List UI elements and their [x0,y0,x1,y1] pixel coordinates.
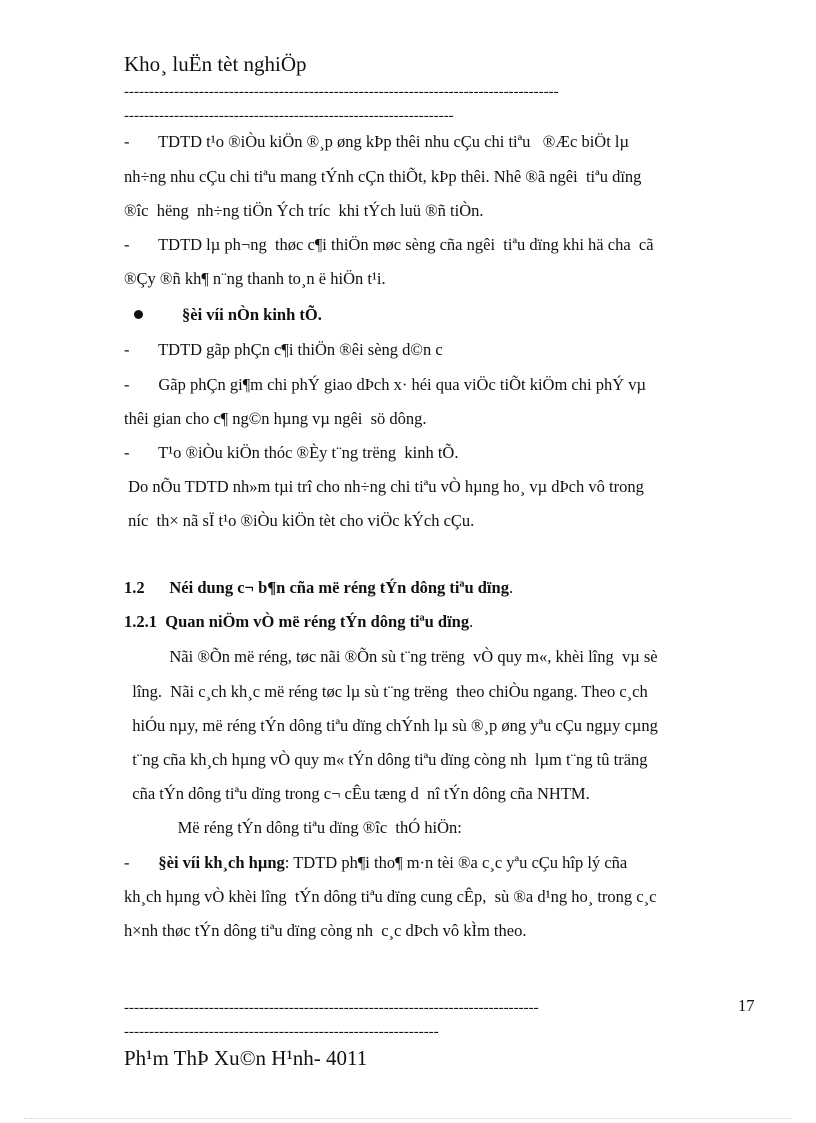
text-line: - Gãp phÇn gi¶m chi phÝ giao dÞch x· héi qua viÖc tiÕt kiÖm chi phÝ vµ [124,375,646,394]
section-heading-suffix: . [508,578,514,597]
text-line: - TDTD gãp phÇn c¶i thiÖn ®êi sèng d©n c [124,340,443,359]
section-heading-text: 1.2.1 Quan niÖm vÒ më réng tÝn dông tiªu dïng [124,612,470,631]
text-line [124,853,627,873]
text-line: Do nÕu TDTD nh»m tµi trî cho nh÷ng chi tiªu vÒ hµng ho¸ vµ dÞch vô trong [124,477,644,496]
text-line: h×nh thøc tÝn dông tiªu dïng còng nh c¸c dÞch vô kÌm theo. [124,921,527,940]
section-subheading: §èi víi nÒn kinh tÕ. [182,305,322,324]
text-line: Nãi ®Õn më réng, tøc nãi ®Õn sù t¨ng trëng vÒ quy m«, khèi lîng vµ sè [124,647,658,666]
footer-rule-line-1: ----------------------------------------------------------------------------------- [124,1000,539,1016]
header-rule-line-1: --------------------------------------------------------------------------------------- [124,84,559,100]
footer-rule-line-2: --------------------------------------------------------------- [124,1024,439,1040]
text-line: - TDTD t¹o ®iÒu kiÖn ®¸p øng kÞp thêi nhu cÇu chi tiªu ®Æc biÖt lµ [124,132,629,151]
text-line: - TDTD lµ ph¬ng thøc c¶i thiÖn møc sèng cña ngêi tiªu dïng khi hä cha cã [124,235,654,254]
section-heading-1-2 [124,578,513,598]
page-footer-author: Ph¹m ThÞ Xu©n H¹nh- 4011 [124,1046,368,1070]
text-line: thêi gian cho c¶ ng©n hµng vµ ngêi sö dông. [124,409,427,428]
text-line: Më réng tÝn dông tiªu dïng ®îc thÓ hiÖn: [124,818,462,837]
list-dash: - [124,853,159,872]
page-number: 17 [738,996,755,1015]
section-heading-1-2-1 [124,612,473,632]
page-bottom-divider [24,1118,792,1119]
text-line: ®Çy ®ñ kh¶ n¨ng thanh to¸n ë hiÖn t¹i. [124,269,386,288]
inline-bold-label: §èi víi kh¸ch hµng [158,853,285,872]
section-heading-suffix: . [469,612,474,631]
text-line: lîng. Nãi c¸ch kh¸c më réng tøc lµ sù t¨ng trëng theo chiÒu ngang. Theo c¸ch [124,682,648,701]
text-line: cña tÝn dông tiªu dïng trong c¬ cÊu tæng d nî tÝn dông cña NHTM. [124,784,590,803]
text-line: nh÷ng nhu cÇu chi tiªu mang tÝnh cÇn thiÕt, kÞp thêi. Nhê ®ã ngêi tiªu dïng [124,167,642,186]
section-heading-text: 1.2 Néi dung c¬ b¶n cña më réng tÝn dông tiªu dïng [124,578,509,597]
text-line: ®îc hëng nh÷ng tiÖn Ých tríc khi tÝch luü ®ñ tiÒn. [124,201,484,220]
text-line: hiÓu nµy, më réng tÝn dông tiªu dïng chÝnh lµ sù ®¸p øng yªu cÇu ngµy cµng [124,716,658,735]
inline-text: : TDTD ph¶i tho¶ m·n tèi ®a c¸c yªu cÇu hîp lý cña [284,853,628,872]
text-line: kh¸ch hµng vÒ khèi lîng tÝn dông tiªu dïng cung cÊp, sù ®a d¹ng ho¸ trong c¸c [124,887,657,906]
bullet-icon [134,310,143,319]
page-header-title: Kho¸ luËn tèt nghiÖp [124,52,307,76]
text-line: níc th× nã sÏ t¹o ®iÒu kiÖn tèt cho viÖc kÝch cÇu. [124,511,475,530]
header-rule-line-2: ------------------------------------------------------------------ [124,108,454,124]
text-line: t¨ng cña kh¸ch hµng vÒ quy m« tÝn dông tiªu dïng còng nh lµm t¨ng tû träng [124,750,648,769]
text-line: - T¹o ®iÒu kiÖn thóc ®Èy t¨ng trëng kinh tÕ. [124,443,459,462]
